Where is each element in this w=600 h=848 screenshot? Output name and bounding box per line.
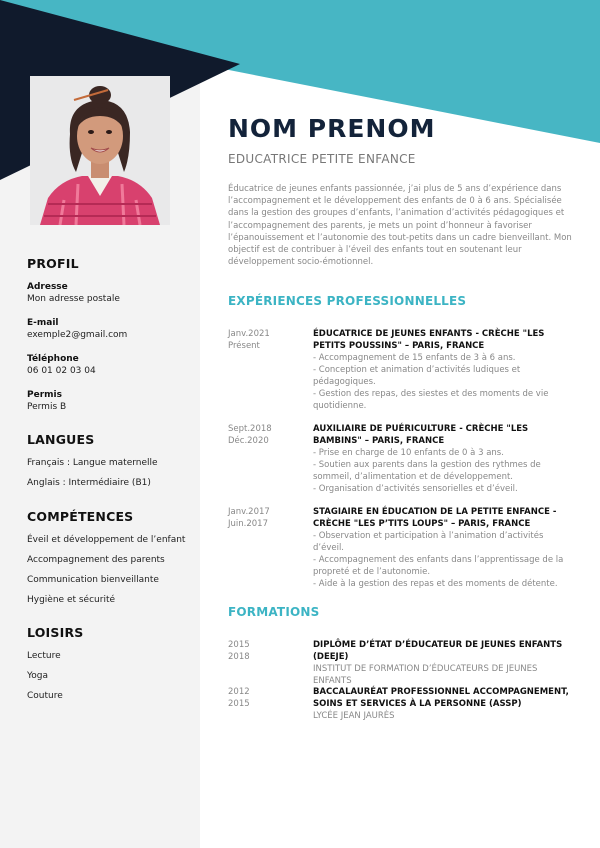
langues-heading: LANGUES [27,432,95,447]
experience-dates [228,328,303,352]
education-title: DIPLÔME D’ÉTAT D’ÉDUCATEUR DE JEUNES ENFANTS (DEEJE) [313,640,563,662]
experience-bullet: - Accompagnement des enfants dans l’apprentissage de la propreté et de l’autonomie. [313,555,564,577]
education-school: LYCÉE JEAN JAURÈS [313,711,395,721]
date-start: 2015 [228,640,250,650]
contact-label: Permis [27,390,62,400]
experience-title: AUXILIAIRE DE PUÉRICULTURE - CRÈCHE "LES BAMBINS" – PARIS, FRANCE [313,424,529,446]
contact-license [27,389,197,414]
loisirs-section [27,625,197,710]
experience-bullet: - Accompagnement de 15 enfants de 3 à 6 ans. [313,353,516,363]
langues-section [27,432,197,497]
contact-phone [27,353,197,378]
contact-email [27,317,197,342]
contact-value: Mon adresse postale [27,294,120,304]
experience-bullet: - Conception et animation d’activités ludiques et pédagogiques. [313,365,521,387]
date-start: Janv.2021 [228,329,270,339]
contact-value: Permis B [27,402,67,412]
education-dates [228,639,303,663]
profil-section [27,256,197,425]
skill-item: Accompagnement des parents [27,555,165,565]
competences-section [27,509,197,614]
experience-body [313,506,573,590]
education-school: INSTITUT DE FORMATION D’ÉDUCATEURS DE JEUNES ENFANTS [313,664,538,686]
experiences-heading: EXPÉRIENCES PROFESSIONNELLES [228,294,467,308]
experience-dates [228,423,303,447]
profile-summary: Éducatrice de jeunes enfants passionnée, j’ai plus de 5 ans d’expérience dans l’accompagnement et le développement des enfants de 0 à 6 ans. Spécialisée dans la gestion des groupes d’enfants, l’animation d’activités pédagogiques et l’accompagnement des parents, je mets un point d’honneur à favoriser l’épanouissement et l’autonomie des tout-petits dans un cadre bienveillant. Mon objectif est de contribuer à l’éveil des enfants tout en soutenant leur développement socio-émotionnel. [228,184,572,268]
person-portrait [30,76,170,225]
date-start: Janv.2017 [228,507,270,517]
contact-value: exemple2@gmail.com [27,330,128,340]
skill-item: Hygiène et sécurité [27,595,116,605]
date-end: Juin.2017 [228,519,268,529]
experience-bullet: - Observation et participation à l’animation d’activités d’éveil. [313,531,544,553]
competences-heading: COMPÉTENCES [27,509,134,524]
education-title: BACCALAURÉAT PROFESSIONNEL ACCOMPAGNEMENT, SOINS ET SERVICES À LA PERSONNE (ASSP) [313,687,569,709]
experience-dates [228,506,303,530]
profil-heading: PROFIL [27,256,79,271]
language-item: Anglais : Intermédiaire (B1) [27,478,151,488]
date-start: 2012 [228,687,250,697]
experience-title: ÉDUCATRICE DE JEUNES ENFANTS - CRÈCHE "LES PETITS POUSSINS" – PARIS, FRANCE [313,329,545,351]
experience-title: STAGIAIRE EN ÉDUCATION DE LA PETITE ENFANCE - CRÈCHE "LES P’TITS LOUPS" – PARIS, FRANCE [313,507,557,529]
experience-bullet: - Organisation d’activités sensorielles et d’éveil. [313,484,518,494]
date-end: 2015 [228,699,250,709]
hobby-item: Yoga [27,671,49,681]
loisirs-heading: LOISIRS [27,625,84,640]
contact-label: Adresse [27,282,68,292]
date-start: Sept.2018 [228,424,272,434]
date-end: Déc.2020 [228,436,269,446]
experience-bullet: - Aide à la gestion des repas et des moments de détente. [313,579,558,589]
experience-bullet: - Prise en charge de 10 enfants de 0 à 3 ans. [313,448,504,458]
skill-item: Communication bienveillante [27,575,159,585]
language-item: Français : Langue maternelle [27,458,158,468]
experience-bullet: - Gestion des repas, des siestes et des moments de vie quotidienne. [313,389,549,411]
contact-label: Téléphone [27,354,79,364]
date-end: Présent [228,341,260,351]
date-end: 2018 [228,652,250,662]
contact-value: 06 01 02 03 04 [27,366,96,376]
contact-address [27,281,197,306]
experience-bullet: - Soutien aux parents dans la gestion des rythmes de sommeil, d’alimentation et de développement. [313,460,541,482]
experience-body [313,328,573,412]
skill-item: Éveil et développement de l’enfant [27,535,186,545]
education-body [313,639,573,687]
full-name: NOM PRENOM [228,114,436,143]
contact-label: E-mail [27,318,59,328]
job-title: EDUCATRICE PETITE ENFANCE [228,152,416,166]
formations-heading: FORMATIONS [228,605,320,619]
profile-photo [30,76,170,225]
experience-body [313,423,573,495]
hobby-item: Couture [27,691,63,701]
hobby-item: Lecture [27,651,61,661]
education-body [313,686,573,722]
education-dates [228,686,303,710]
